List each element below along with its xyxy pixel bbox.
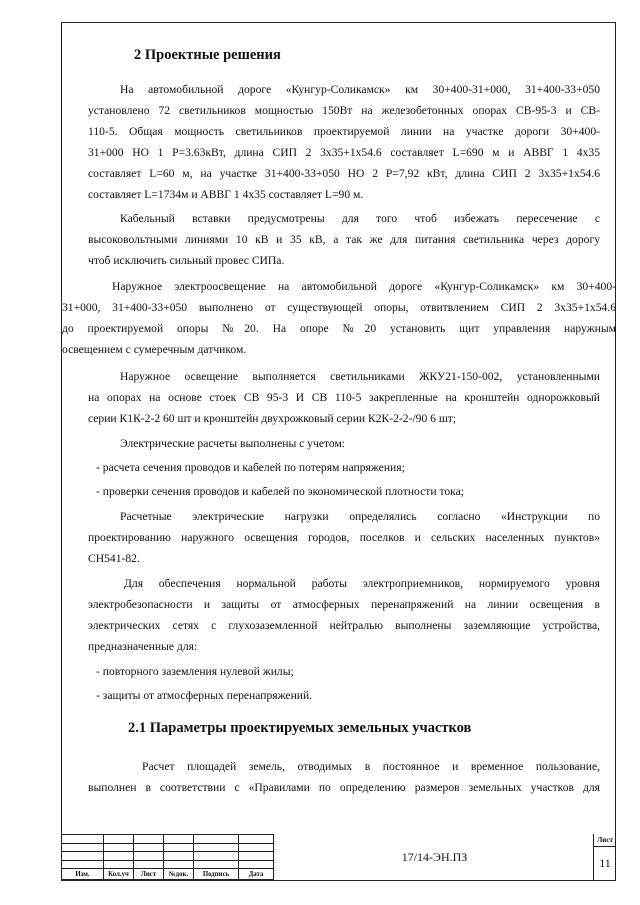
- paragraph-line: Электрические расчеты выполнены с учетом:: [120, 437, 346, 450]
- paragraph-line: Расчетные электрические нагрузки определялись согласно «Инструкции по: [120, 510, 600, 523]
- paragraph-line: Кабельный вставки предусмотрены для того чтоб избежать пересечение с: [120, 212, 600, 225]
- paragraph-line: установлено 72 светильников мощностью 150Вт на железобетонных опорах СВ-95-3 и СВ-: [88, 104, 600, 117]
- paragraph-line: проектированию наружного освещения городов, поселков и сельских населенных пунктов»: [88, 531, 600, 544]
- paragraph-line: высоковольтными линиями 10 кВ и 35 кВ, а так же для питания светильника через дорогу: [88, 233, 600, 246]
- sheet-number: 11: [599, 856, 611, 870]
- list-item: - проверки сечения проводов и кабелей по экономической плотности тока;: [96, 485, 464, 498]
- subsection-heading: 2.1 Параметры проектируемых земельных участков: [128, 720, 472, 736]
- paragraph-line: 31+000, 31+400-33+050 выполнено от существующей опоры, отвитвлением СИП 2 3х35+1х54.6: [62, 301, 616, 314]
- paragraph-line: составляет L=60 м, на участке 31+400-33+050 НО 2 Р=7,92 кВт, длина СИП 2 3х35+1х54.6: [88, 167, 600, 180]
- list-item: - защиты от атмосферных перенапряжений.: [96, 689, 313, 702]
- col-list: Лист: [134, 869, 164, 880]
- paragraph-line: Наружное освещение выполняется светильниками ЖКУ21-150-002, установленными: [120, 370, 600, 383]
- paragraph-line: электрических сетях с глухозаземленной нейтралью выполнены заземляющие устройства,: [88, 619, 600, 632]
- list-item: - расчета сечения проводов и кабелей по потерям напряжения;: [96, 461, 405, 474]
- paragraph-line: Для обеспечения нормальной работы электроприемников, нормируемого уровня: [124, 577, 600, 590]
- sheet-box: [593, 834, 616, 881]
- paragraph-line: серии К1К-2-2 60 шт и кронштейн двухрожковый серии К2К-2-2-/90 6 шт;: [88, 412, 457, 425]
- paragraph-line: составляет L=1734м и АВВГ 1 4х35 составляет L=90 м.: [88, 188, 364, 201]
- paragraph-line: чтоб исключить сильный провес СИПа.: [88, 254, 285, 267]
- paragraph-line: электробезопасности и защиты от атмосферных перенапряжений на линии освещения в: [88, 598, 600, 611]
- paragraph-line: на опорах на основе стоек СВ 95-3 И СВ 110-5 закрепленные на кронштейн однорожковый: [88, 391, 600, 404]
- col-data: Дата: [239, 869, 274, 880]
- revision-table: [61, 834, 274, 880]
- paragraph-line: Наружное электроосвещение на автомобильной дороге «Кунгур-Соликамск» км 30+400-: [112, 280, 616, 293]
- list-item: - повторного заземления нулевой жилы;: [96, 665, 294, 678]
- title-block: [61, 834, 616, 881]
- sheet-label: Лист: [594, 834, 616, 847]
- paragraph-line: СН541-82.: [88, 552, 140, 565]
- paragraph-line: предназначенные для:: [88, 640, 198, 653]
- section-heading: 2 Проектные решения: [134, 47, 281, 63]
- paragraph-line: На автомобильной дороге «Кунгур-Соликамск» км 30+400-31+000, 31+400-33+050: [120, 83, 600, 96]
- paragraph-line: 31+000 НО 1 Р=3.63кВт, длина СИП 2 3х35+1х54.6 составляет L=690 м и АВВГ 1 4х35: [88, 146, 600, 159]
- paragraph-line: до проектируемой опоры №20. На опоре №20 установить щит управления наружным: [62, 322, 616, 335]
- paragraph-line: освещением с сумеречным датчиком.: [62, 343, 247, 356]
- col-izm: Изм.: [62, 869, 104, 880]
- col-ndok: №док.: [164, 869, 194, 880]
- document-code: 17/14-ЭН.ПЗ: [273, 834, 595, 881]
- col-kol-uch: Кол.уч: [104, 869, 134, 880]
- col-podpis: Подпись: [194, 869, 239, 880]
- paragraph-line: выполнен в соответствии с «Правилами по определению размеров земельных участков для: [88, 781, 600, 794]
- paragraph-line: Расчет площадей земель, отводимых в постоянное и временное пользование,: [142, 760, 600, 773]
- paragraph-line: 110-5. Общая мощность светильников проектируемой линии на участке дороги 30+400-: [88, 125, 600, 138]
